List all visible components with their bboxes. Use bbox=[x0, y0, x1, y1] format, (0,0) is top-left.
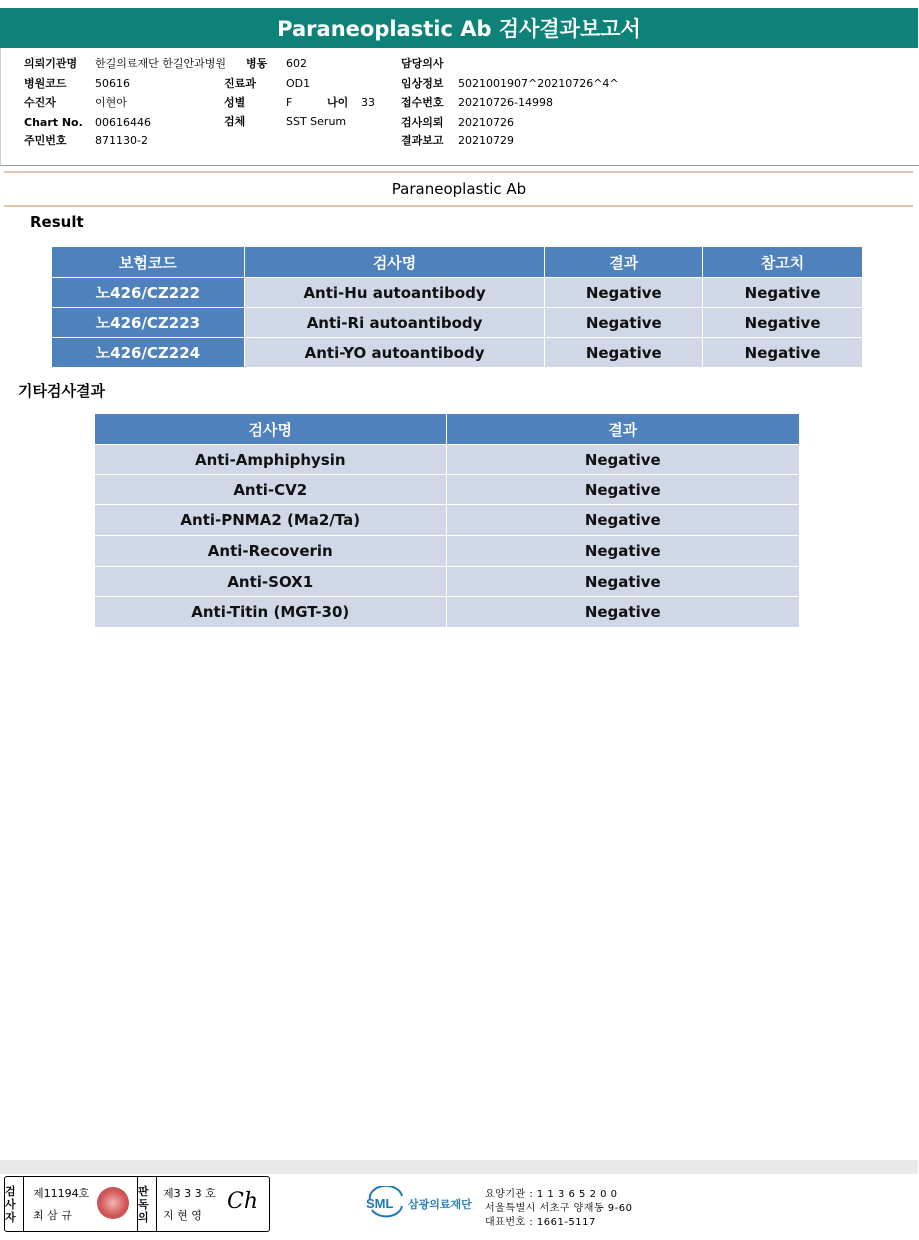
report-title: Paraneoplastic Ab 검사결과보고서 bbox=[0, 8, 918, 48]
inspector-label: 판독의 bbox=[137, 1177, 157, 1231]
reference-cell: Negative bbox=[703, 338, 863, 368]
examiner-license: 제11194호 bbox=[33, 1187, 90, 1200]
patient-label: 수진자 bbox=[24, 96, 56, 109]
result-cell: Negative bbox=[446, 536, 799, 567]
inspector-name: 지 현 영 bbox=[163, 1209, 202, 1222]
insurance-code-cell: 노426/CZ223 bbox=[52, 308, 245, 338]
result-cell: Negative bbox=[446, 597, 799, 628]
result-cell: Negative bbox=[545, 278, 703, 308]
table-row bbox=[52, 308, 863, 338]
insurance-code-cell: 노426/CZ224 bbox=[52, 338, 245, 368]
test-name-cell: Anti-PNMA2 (Ma2/Ta) bbox=[95, 505, 447, 536]
age-value: 33 bbox=[361, 96, 375, 109]
requester-value: 한길의료재단 한길안과병원 bbox=[95, 57, 227, 70]
agency-number: 요양기관 : 1 1 3 6 5 2 0 0 bbox=[485, 1189, 618, 1200]
inspector-license: 제3 3 3 호 bbox=[163, 1187, 216, 1200]
signature: Ch bbox=[227, 1189, 259, 1214]
header-test-name: 검사명 bbox=[244, 247, 545, 278]
test-name-cell: Anti-Recoverin bbox=[95, 536, 447, 567]
sex-label: 성별 bbox=[224, 96, 246, 109]
reference-cell: Negative bbox=[703, 308, 863, 338]
specimen-label: 검체 bbox=[224, 115, 246, 128]
receipt-label: 접수번호 bbox=[401, 96, 444, 109]
test-name-cell: Anti-Hu autoantibody bbox=[244, 278, 545, 308]
table-row bbox=[95, 475, 800, 505]
table-row bbox=[95, 505, 800, 536]
report-date-label: 결과보고 bbox=[401, 134, 444, 147]
table-row bbox=[95, 567, 800, 597]
header-result: 결과 bbox=[545, 247, 703, 278]
header-insurance-code: 보험코드 bbox=[52, 247, 245, 278]
examiner-name: 최 삼 규 bbox=[33, 1209, 72, 1222]
header-reference: 참고치 bbox=[703, 247, 863, 278]
table-row bbox=[52, 338, 863, 368]
clinical-value: 5021001907^20210726^4^ bbox=[458, 77, 619, 90]
sex-value: F bbox=[286, 96, 293, 109]
resident-label: 주민번호 bbox=[24, 134, 67, 147]
request-date-label: 검사의뢰 bbox=[401, 116, 444, 129]
other-results-table bbox=[94, 413, 800, 628]
reference-cell: Negative bbox=[703, 278, 863, 308]
chart-value: 00616446 bbox=[95, 116, 151, 129]
header-test-name: 검사명 bbox=[95, 414, 447, 445]
patient-value: 이현아 bbox=[95, 96, 127, 109]
test-name-cell: Anti-SOX1 bbox=[95, 567, 447, 597]
age-label: 나이 bbox=[327, 96, 349, 109]
insurance-code-cell: 노426/CZ222 bbox=[52, 278, 245, 308]
doctor-label: 담당의사 bbox=[401, 57, 444, 70]
ward-value: 602 bbox=[286, 57, 307, 70]
examiner-label: 검사자 bbox=[5, 1177, 24, 1231]
test-name-cell: Anti-YO autoantibody bbox=[244, 338, 545, 368]
signature-box bbox=[4, 1176, 270, 1232]
footer-band bbox=[0, 1160, 918, 1174]
resident-value: 871130-2 bbox=[95, 134, 148, 147]
receipt-value: 20210726-14998 bbox=[458, 96, 553, 109]
test-name-cell: Anti-Ri autoantibody bbox=[244, 308, 545, 338]
request-date-value: 20210726 bbox=[458, 116, 514, 129]
dept-label: 진료과 bbox=[224, 77, 256, 90]
seal-stamp bbox=[97, 1187, 129, 1219]
test-name-cell: Anti-Titin (MGT-30) bbox=[95, 597, 447, 628]
clinical-label: 임상정보 bbox=[401, 77, 444, 90]
section-title: Paraneoplastic Ab bbox=[391, 180, 527, 198]
dept-value: OD1 bbox=[286, 77, 311, 90]
requester-field bbox=[24, 57, 77, 71]
ward-label: 병동 bbox=[246, 57, 268, 70]
specimen-value: SST Serum bbox=[286, 115, 347, 128]
result-cell: Negative bbox=[545, 308, 703, 338]
divider-bottom bbox=[4, 205, 913, 207]
hospital-code-value: 50616 bbox=[95, 77, 130, 90]
table-row bbox=[52, 278, 863, 308]
requester-label: 의뢰기관명 bbox=[24, 57, 78, 70]
header-result: 결과 bbox=[446, 414, 799, 445]
org-abbr: SML bbox=[366, 1196, 394, 1211]
result-table bbox=[51, 246, 863, 368]
result-cell: Negative bbox=[446, 475, 799, 505]
phone: 대표번호 : 1661-5117 bbox=[485, 1217, 596, 1228]
result-heading: Result bbox=[30, 213, 84, 231]
sml-logo-icon bbox=[366, 1186, 406, 1218]
result-cell: Negative bbox=[446, 567, 799, 597]
table-row bbox=[95, 536, 800, 567]
result-cell: Negative bbox=[545, 338, 703, 368]
test-name-cell: Anti-CV2 bbox=[95, 475, 447, 505]
org-name: 삼광의료재단 bbox=[408, 1198, 472, 1211]
chart-label: Chart No. bbox=[24, 116, 83, 129]
other-results-heading: 기타검사결과 bbox=[18, 382, 105, 400]
test-name-cell: Anti-Amphiphysin bbox=[95, 445, 447, 475]
report-date-value: 20210729 bbox=[458, 134, 514, 147]
table-row bbox=[95, 445, 800, 475]
result-cell: Negative bbox=[446, 505, 799, 536]
hospital-code-label: 병원코드 bbox=[24, 77, 67, 90]
address: 서울특별시 서초구 양재동 9-60 bbox=[485, 1203, 633, 1214]
table-row bbox=[95, 597, 800, 628]
result-cell: Negative bbox=[446, 445, 799, 475]
divider-top bbox=[4, 171, 913, 173]
